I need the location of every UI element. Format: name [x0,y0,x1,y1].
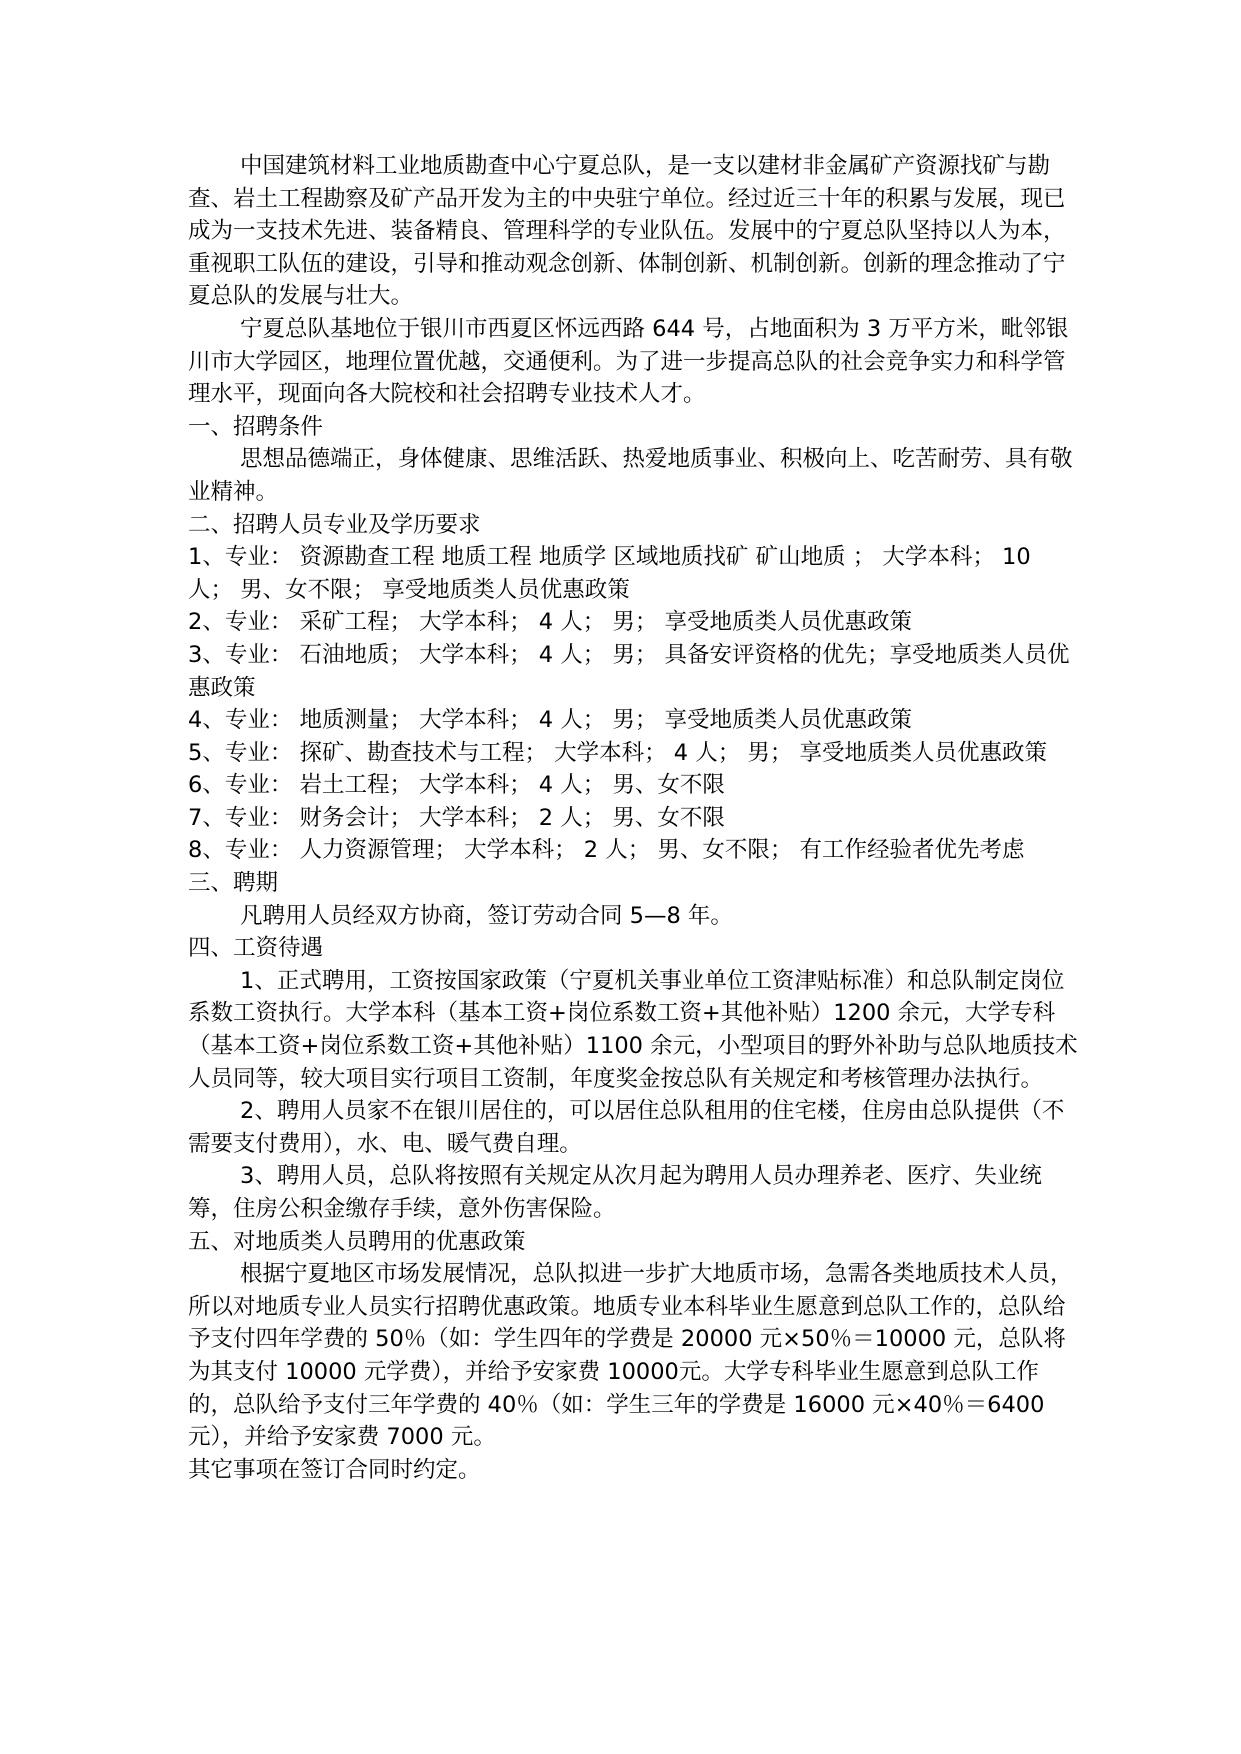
major-item-2: 2、专业： 采矿工程； 大学本科； 4 人； 男； 享受地质类人员优惠政策 [188,609,913,636]
salary-item-2: 2、聘用人员家不在银川居住的，可以居住总队租用的住宅楼，住房由总队提供（不需要支付费用），水、电、暖气费自理。 [188,1098,1065,1157]
major-item-3: 3、专业： 石油地质； 大学本科； 4 人； 男； 具备安评资格的优先；享受地质类人员优惠政策 [188,641,1070,701]
major-item-4: 4、专业： 地质测量； 大学本科； 4 人； 男； 享受地质类人员优惠政策 [188,707,913,734]
section-heading-conditions: 一、招聘条件 [188,413,324,440]
salary-item-3: 3、聘用人员，总队将按照有关规定从次月起为聘用人员办理养老、医疗、失业统筹，住房公积金缴存手续，意外伤害保险。 [188,1163,1042,1222]
document-page [188,150,1078,1486]
salary-item-1: 1、正式聘用，工资按国家政策（宁夏机关事业单位工资津贴标准）和总队制定岗位系数工资执行。大学本科（基本工资+岗位系数工资+其他补贴）1200 余元，大学专科（基本工资+岗位系数工资+其他补贴）1100 余元，小型项目的野外补助与总队地质技术人员同等，较大项目实行项目工资制，年度奖金按总队有关规定和考核管理办法执行。 [188,967,1078,1092]
major-item-1: 1、专业： 资源勘查工程 地质工程 地质学 区域地质找矿 矿山地质 ； 大学本科； 10 人； 男、女不限； 享受地质类人员优惠政策 [188,544,1031,603]
section-heading-majors: 二、招聘人员专业及学历要求 [188,511,481,538]
section-heading-term: 三、聘期 [188,870,279,897]
conditions-body: 思想品德端正，身体健康、思维活跃、热爱地质事业、积极向上、吃苦耐劳、具有敬业精神。 [188,446,1073,505]
major-item-8: 8、专业： 人力资源管理； 大学本科； 2 人； 男、女不限； 有工作经验者优先考虑 [188,837,1025,864]
section-heading-salary: 四、工资待遇 [188,935,324,962]
term-body: 凡聘用人员经双方协商，签订劳动合同 5—8 年。 [240,902,733,929]
section-heading-policy: 五、对地质类人员聘用的优惠政策 [188,1228,526,1255]
major-item-7: 7、专业： 财务会计； 大学本科； 2 人； 男、女不限 [188,804,725,831]
major-item-5: 5、专业： 探矿、勘查技术与工程； 大学本科； 4 人； 男； 享受地质类人员优惠政策 [188,739,1048,766]
intro-paragraph-1: 中国建筑材料工业地质勘查中心宁夏总队，是一支以建材非金属矿产资源找矿与勘查、岩土工程勘察及矿产品开发为主的中央驻宁单位。经过近三十年的积累与发展，现已成为一支技术先进、装备精良、管理科学的专业队伍。发展中的宁夏总队坚持以人为本，重视职工队伍的建设，引导和推动观念创新、体制创新、机制创新。创新的理念推动了宁夏总队的发展与壮大。 [188,153,1066,310]
intro-paragraph-2: 宁夏总队基地位于银川市西夏区怀远西路 644 号，占地面积为 3 万平方米，毗邻银川市大学园区，地理位置优越，交通便利。为了进一步提高总队的社会竞争实力和科学管理水平，现面向各大院校和社会招聘专业技术人才。 [188,315,1069,408]
major-item-6: 6、专业： 岩土工程； 大学本科； 4 人； 男、女不限 [188,772,725,799]
closing-note: 其它事项在签订合同时约定。 [188,1456,481,1483]
policy-body: 根据宁夏地区市场发展情况，总队拟进一步扩大地质市场，急需各类地质技术人员，所以对地质专业人员实行招聘优惠政策。地质专业本科毕业生愿意到总队工作的，总队给予支付四年学费的 50％（如：学生四年的学费是 20000 元×50％＝10000 元，总队将为其支付 10000 元学费），并给予安家费 10000元。大学专科毕业生愿意到总队工作的，总队给予支付三年学费的 40％（如：学生三年的学费是 16000 元×40％＝6400 元），并给予安家费 7000 元。 [188,1261,1073,1451]
